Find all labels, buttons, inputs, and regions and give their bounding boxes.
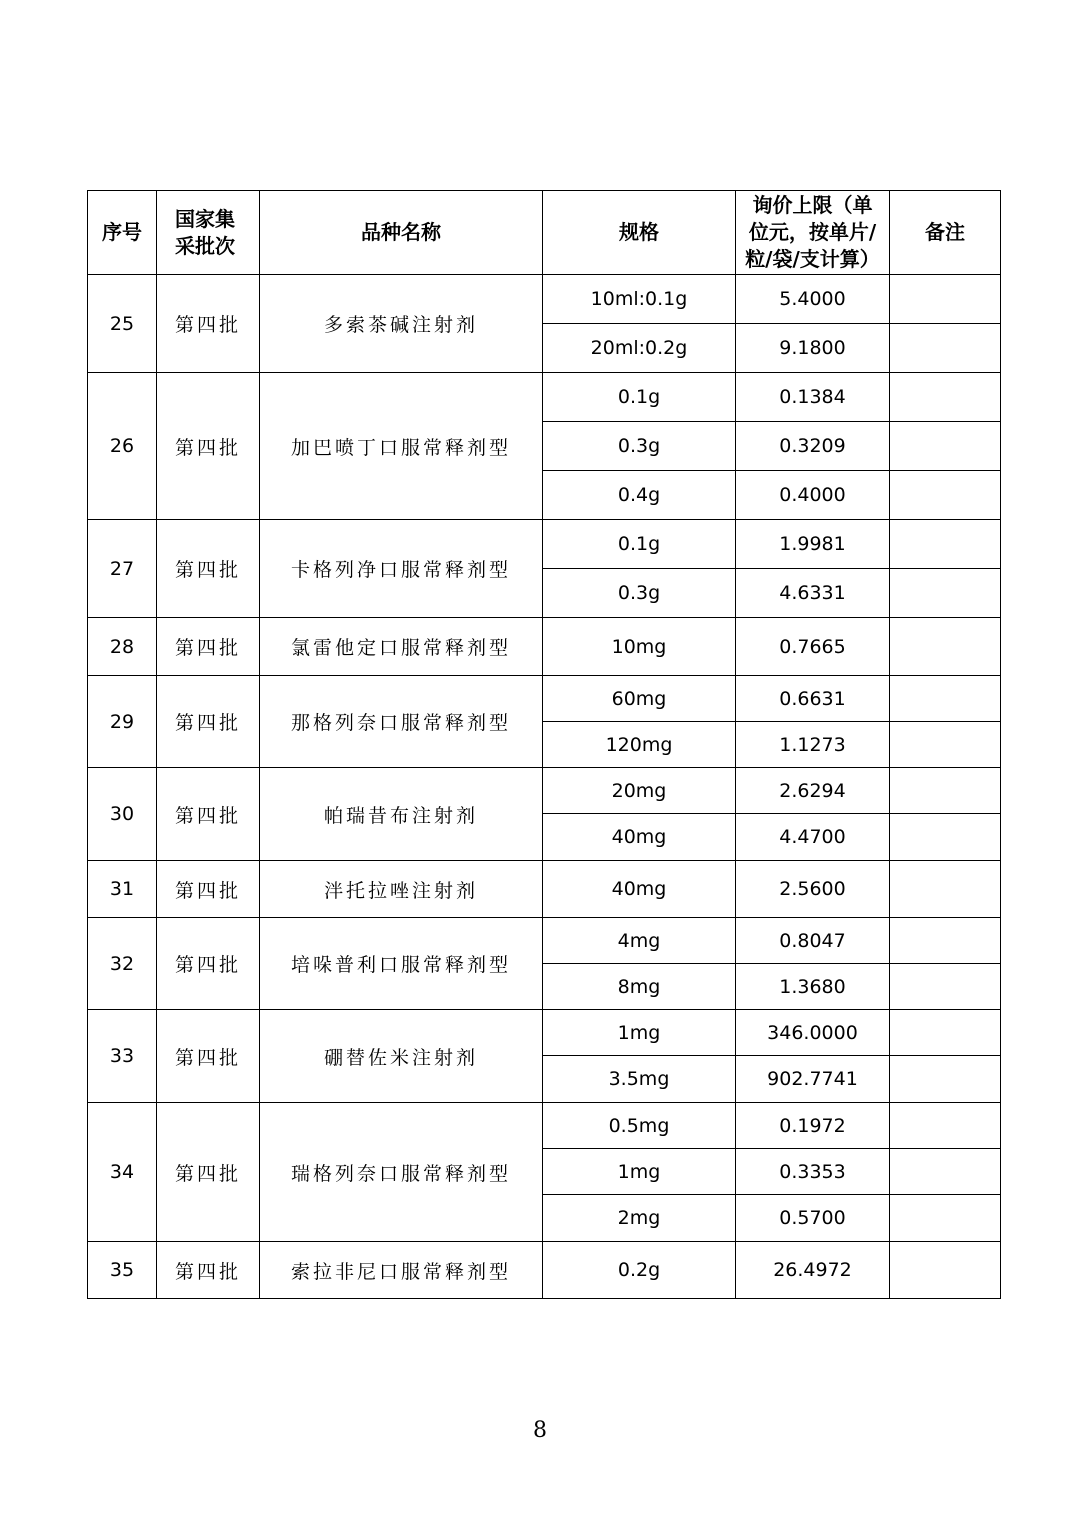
remarks-cell <box>890 618 1001 676</box>
drug-name-cell: 瑞格列奈口服常释剂型 <box>260 1103 543 1242</box>
table-row <box>88 676 1001 722</box>
spec-cell: 40mg <box>543 814 736 861</box>
price-cell: 1.1273 <box>736 722 890 768</box>
batch-cell: 第四批 <box>157 918 260 1010</box>
spec-cell: 0.4g <box>543 471 736 520</box>
header-price-line-1: 询价上限（单 <box>752 193 873 217</box>
header-batch <box>157 191 260 275</box>
price-cell: 1.9981 <box>736 520 890 569</box>
drug-name-cell: 培哚普利口服常释剂型 <box>260 918 543 1010</box>
spec-cell: 0.3g <box>543 569 736 618</box>
drug-name-cell: 帕瑞昔布注射剂 <box>260 768 543 861</box>
remarks-cell <box>890 520 1001 569</box>
price-cell: 346.0000 <box>736 1010 890 1056</box>
header-serial-number: 序号 <box>88 191 157 275</box>
spec-cell: 4mg <box>543 918 736 964</box>
serial-number-cell: 32 <box>88 918 157 1010</box>
spec-cell: 8mg <box>543 964 736 1010</box>
page-number: 8 <box>533 1418 547 1443</box>
price-cell: 9.1800 <box>736 324 890 373</box>
spec-cell: 3.5mg <box>543 1056 736 1103</box>
remarks-cell <box>890 1103 1001 1149</box>
price-cell: 26.4972 <box>736 1242 890 1299</box>
serial-number-cell: 27 <box>88 520 157 618</box>
batch-cell: 第四批 <box>157 676 260 768</box>
batch-cell: 第四批 <box>157 373 260 520</box>
price-cell: 1.3680 <box>736 964 890 1010</box>
price-cell: 4.4700 <box>736 814 890 861</box>
price-cell: 0.1972 <box>736 1103 890 1149</box>
serial-number-cell: 31 <box>88 861 157 918</box>
price-cell: 4.6331 <box>736 569 890 618</box>
serial-number-cell: 28 <box>88 618 157 676</box>
table-row <box>88 373 1001 422</box>
spec-cell: 0.2g <box>543 1242 736 1299</box>
batch-cell: 第四批 <box>157 768 260 861</box>
header-price-line-3: 粒/袋/支计算） <box>745 247 880 271</box>
batch-cell: 第四批 <box>157 618 260 676</box>
remarks-cell <box>890 471 1001 520</box>
remarks-cell <box>890 275 1001 324</box>
remarks-cell <box>890 814 1001 861</box>
spec-cell: 120mg <box>543 722 736 768</box>
serial-number-cell: 35 <box>88 1242 157 1299</box>
price-cell: 0.3353 <box>736 1149 890 1195</box>
remarks-cell <box>890 722 1001 768</box>
remarks-cell <box>890 373 1001 422</box>
table-row <box>88 861 1001 918</box>
serial-number-cell: 26 <box>88 373 157 520</box>
spec-cell: 0.5mg <box>543 1103 736 1149</box>
serial-number-cell: 25 <box>88 275 157 373</box>
header-drug-name: 品种名称 <box>260 191 543 275</box>
remarks-cell <box>890 861 1001 918</box>
table-row <box>88 1242 1001 1299</box>
drug-name-cell: 氯雷他定口服常释剂型 <box>260 618 543 676</box>
header-batch-line-2: 采批次 <box>175 233 235 258</box>
batch-cell: 第四批 <box>157 861 260 918</box>
batch-cell: 第四批 <box>157 520 260 618</box>
remarks-cell <box>890 422 1001 471</box>
table-row <box>88 1103 1001 1149</box>
spec-cell: 10mg <box>543 618 736 676</box>
price-cell: 2.5600 <box>736 861 890 918</box>
spec-cell: 1mg <box>543 1010 736 1056</box>
remarks-cell <box>890 1149 1001 1195</box>
spec-cell: 10ml:0.1g <box>543 275 736 324</box>
spec-cell: 40mg <box>543 861 736 918</box>
table-row <box>88 520 1001 569</box>
spec-cell: 0.1g <box>543 520 736 569</box>
batch-cell: 第四批 <box>157 1010 260 1103</box>
batch-cell: 第四批 <box>157 275 260 373</box>
header-remarks: 备注 <box>890 191 1001 275</box>
price-cell: 5.4000 <box>736 275 890 324</box>
serial-number-cell: 33 <box>88 1010 157 1103</box>
table-row <box>88 1010 1001 1056</box>
drug-name-cell: 泮托拉唑注射剂 <box>260 861 543 918</box>
drug-name-cell: 多索茶碱注射剂 <box>260 275 543 373</box>
table-body <box>88 275 1001 1299</box>
spec-cell: 0.1g <box>543 373 736 422</box>
serial-number-cell: 34 <box>88 1103 157 1242</box>
spec-cell: 2mg <box>543 1195 736 1242</box>
price-cell: 0.4000 <box>736 471 890 520</box>
remarks-cell <box>890 918 1001 964</box>
remarks-cell <box>890 324 1001 373</box>
price-cell: 0.3209 <box>736 422 890 471</box>
price-cell: 0.8047 <box>736 918 890 964</box>
header-price-line-2: 位元，按单片/ <box>748 220 877 244</box>
remarks-cell <box>890 1056 1001 1103</box>
drug-name-cell: 加巴喷丁口服常释剂型 <box>260 373 543 520</box>
price-cell: 0.5700 <box>736 1195 890 1242</box>
serial-number-cell: 29 <box>88 676 157 768</box>
batch-cell: 第四批 <box>157 1103 260 1242</box>
remarks-cell <box>890 1195 1001 1242</box>
price-cell: 0.1384 <box>736 373 890 422</box>
serial-number-cell: 30 <box>88 768 157 861</box>
batch-cell: 第四批 <box>157 1242 260 1299</box>
table-row <box>88 768 1001 814</box>
table-row <box>88 275 1001 324</box>
price-cell: 0.6631 <box>736 676 890 722</box>
spec-cell: 60mg <box>543 676 736 722</box>
spec-cell: 20mg <box>543 768 736 814</box>
header-batch-line-1: 国家集 <box>175 206 235 231</box>
remarks-cell <box>890 569 1001 618</box>
remarks-cell <box>890 1242 1001 1299</box>
drug-name-cell: 硼替佐米注射剂 <box>260 1010 543 1103</box>
spec-cell: 20ml:0.2g <box>543 324 736 373</box>
header-price-limit <box>736 191 890 275</box>
table-row <box>88 618 1001 676</box>
remarks-cell <box>890 676 1001 722</box>
remarks-cell <box>890 1010 1001 1056</box>
spec-cell: 1mg <box>543 1149 736 1195</box>
drug-name-cell: 卡格列净口服常释剂型 <box>260 520 543 618</box>
drug-name-cell: 索拉非尼口服常释剂型 <box>260 1242 543 1299</box>
remarks-cell <box>890 964 1001 1010</box>
drug-price-table <box>87 190 1001 1299</box>
price-cell: 0.7665 <box>736 618 890 676</box>
price-cell: 2.6294 <box>736 768 890 814</box>
header-spec: 规格 <box>543 191 736 275</box>
table-row <box>88 918 1001 964</box>
drug-name-cell: 那格列奈口服常释剂型 <box>260 676 543 768</box>
header-row <box>88 191 1001 275</box>
spec-cell: 0.3g <box>543 422 736 471</box>
remarks-cell <box>890 768 1001 814</box>
price-cell: 902.7741 <box>736 1056 890 1103</box>
